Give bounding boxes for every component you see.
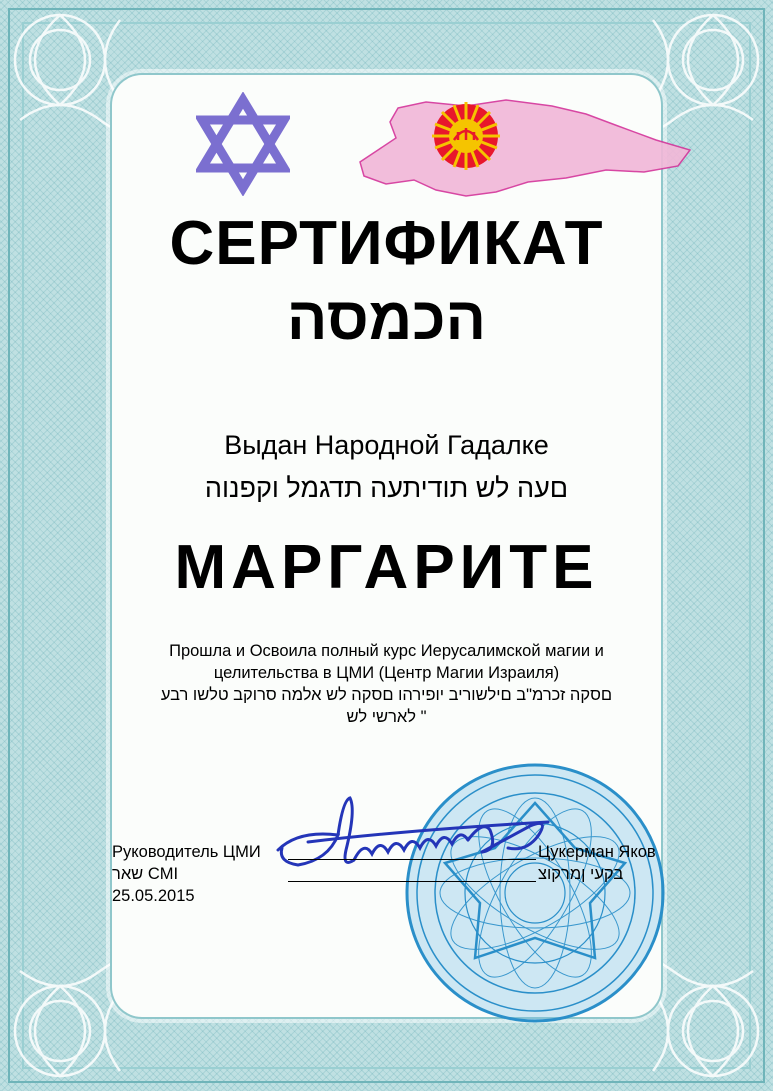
course-line-4: " לארשי לש [346, 708, 427, 726]
signatory-right-name-ru: Цукерман Яков [538, 843, 656, 861]
certificate-date: 25.05.2015 [112, 887, 195, 905]
handwritten-signature [268, 790, 568, 900]
signatory-right-name-he: בקעי ןמרקוצ [538, 865, 624, 883]
issued-to-hebrew: םעה לש תודיתעה תדגמל וקפנוה [204, 473, 569, 503]
course-line-2: целительства в ЦМИ (Центр Магии Израиля) [213, 664, 560, 682]
recipient-name: МАРГАРИТЕ [174, 533, 599, 602]
course-line-3: םסקה זכרמ"ב םילשוריב יופירהו םסקה לש אלמה סרוקב טלשו רבע [160, 686, 613, 704]
course-line-1: Прошла и Освоила полный курс Иерусалимской магии и [169, 642, 604, 660]
signature-line-2 [288, 881, 536, 882]
signatory-left-title-he: שאר CMI [112, 865, 179, 883]
issued-to-russian: Выдан Народной Гадалке [224, 430, 549, 460]
signature-line-1 [288, 859, 536, 860]
title-russian: СЕРТИФИКАТ [169, 209, 604, 278]
signatory-left-title-ru: Руководитель ЦМИ [112, 843, 261, 861]
star-of-david-icon [196, 92, 290, 196]
kyrgyzstan-map-icon [356, 92, 696, 204]
title-hebrew: הכמסה [286, 285, 487, 352]
